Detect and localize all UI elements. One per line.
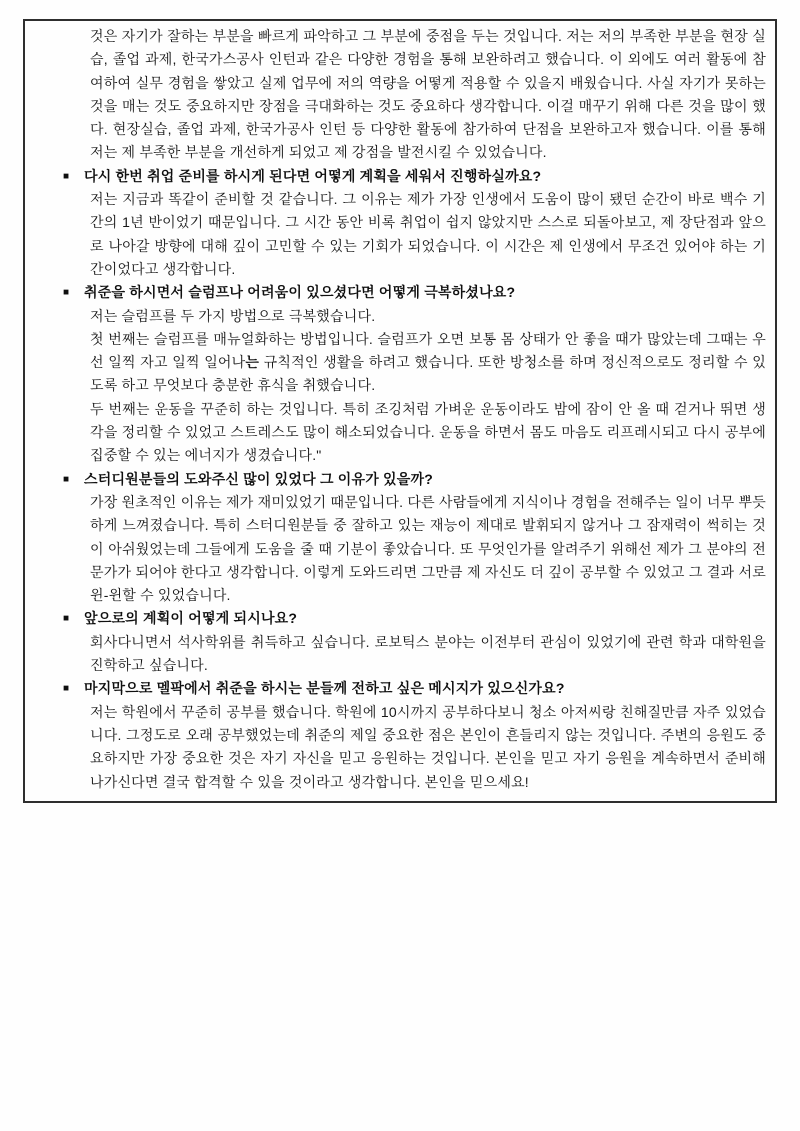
question-text: 스터디원분들의 도와주신 많이 있었다 그 이유가 있을까? [84,470,433,487]
answer-text-segment: 규칙적인 생활을 하려고 했습니다. 또한 방청소를 하며 정신적으로도 정리할 수 있도록 하고 무엇보다 충분한 휴식을 취했습니다. [90,354,766,394]
bullet-square-icon: ■ [63,170,70,182]
answer-paragraph: 회사다니면서 석사학위를 취득하고 싶습니다. 로보틱스 분야는 이전부터 관심이 있었기에 관련 학과 대학원을 진학하고 싶습니다. [90,633,766,674]
answer-paragraph: 것은 자기가 잘하는 부분을 빠르게 파악하고 그 부분에 중점을 두는 것입니다. 저는 저의 부족한 부분을 현장 실습, 졸업 과제, 한국가스공사 인턴과 같은 다양한 경험을 통해 보완하려고 했습니다. 이 외에도 여러 활동에 참여하여 실무 경험을 쌓았고 실제 업무에 저의 역량을 어떻게 적용할 수 있을지 배웠습니다. 사실 자기가 못하는 것을 매는 것도 중요하지만 장점을 극대화하는 것도 중요하다 생각합니다. 이걸 매꾸기 위해 다른 것을 많이 했다. 현장실습, 졸업 과제, 한국가공사 인턴 등 다양한 활동에 참가하여 단점을 보완하고자 했습니다. 이를 통해 저는 제 부족한 부분을 개선하게 되었고 제 강점을 발전시킬 수 있었습니다. [90,28,766,161]
question-text: 앞으로의 계획이 어떻게 되시나요? [84,610,298,627]
answer-paragraph: 저는 지금과 똑같이 준비할 것 같습니다. 그 이유는 제가 가장 인생에서 도움이 많이 됐던 순간이 바로 백수 기간의 1년 반이었기 때문입니다. 그 시간 동안 비록 취업이 쉽지 않았지만 스스로 되돌아보고, 제 장단점과 앞으로 나아갈 방향에 대해 깊이 고민할 수 있는 기회가 되었습니다. 이 시간은 제 인생에서 무조건 있어야 하는 기간이었다고 생각합니다. [90,191,766,277]
question-item [63,677,766,700]
bullet-square-icon: ■ [63,683,70,695]
answer-paragraph: 가장 원초적인 이유는 제가 재미있었기 때문입니다. 다른 사람들에게 지식이나 경험을 전해주는 일이 너무 뿌듯하게 느껴졌습니다. 특히 스터디원분들 중 잘하고 있는 재능이 제대로 발휘되지 않거나 그 잠재력이 썩히는 것이 아쉬웠었는데 그들에게 도움을 줄 때 기분이 좋았습니다. 또 무엇인가를 알려주기 위해선 제가 그 분야의 전문가가 되어야 한다고 생각합니다. 이렇게 도와드리면 그만큼 제 자신도 더 깊이 공부할 수 있었고 그 결과 서로 윈-윈할 수 있었습니다. [90,493,766,604]
answer-paragraph: 저는 슬럼프를 두 가지 방법으로 극복했습니다. [90,307,376,324]
question-text: 다시 한번 취업 준비를 하시게 된다면 어떻게 계획을 세워서 진행하실까요? [84,167,542,184]
interview-text-box [23,19,777,803]
bullet-square-icon: ■ [63,287,70,299]
question-item [63,165,766,188]
answer-paragraph: 저는 학원에서 꾸준히 공부를 했습니다. 학원에 10시까지 공부하다보니 청소 아저씨랑 친해질만큼 자주 있었습니다. 그정도로 오래 공부했었는데 취준의 제일 중요한 점은 본인이 흔들리지 않는 것입니다. 주변의 응원도 중요하지만 가장 중요한 것은 자기 자신을 믿고 응원하는 것입니다. 본인을 믿고 자기 응원을 계속하면서 준비해 나가신다면 결국 합격할 수 있을 것이라고 생각합니다. 본인을 믿으세요! [90,703,766,790]
question-item [63,468,766,491]
bullet-square-icon: ■ [63,473,70,485]
question-text: 마지막으로 멜팍에서 취준을 하시는 분들께 전하고 싶은 메시지가 있으신가요? [84,680,565,697]
answer-text-segment-bold: 는 [245,354,260,371]
question-text: 취준을 하시면서 슬럼프나 어려움이 있으셨다면 어떻게 극복하셨나요? [84,284,516,301]
question-item [63,281,766,304]
question-item [63,607,766,630]
answer-paragraph: 두 번째는 운동을 꾸준히 하는 것입니다. 특히 조깅처럼 가벼운 운동이라도 밤에 잠이 안 올 때 걷거나 뛰면 생각을 정리할 수 있었고 스트레스도 많이 해소되었습니다. 운동을 하면서 몸도 마음도 리프레시되고 다시 공부에 집중할 수 있는 에너지가 생겼습니다." [90,400,766,464]
answer-text-segment: 첫 번째는 슬럼프를 매뉴얼화하는 방법입니다. 슬럼프가 오면 보통 몸 상태가 안 좋을 때가 많았는데 그때는 우선 일찍 자고 일찍 일어나 [90,330,766,371]
bullet-square-icon: ■ [63,613,70,625]
answer-paragraph [90,328,766,398]
